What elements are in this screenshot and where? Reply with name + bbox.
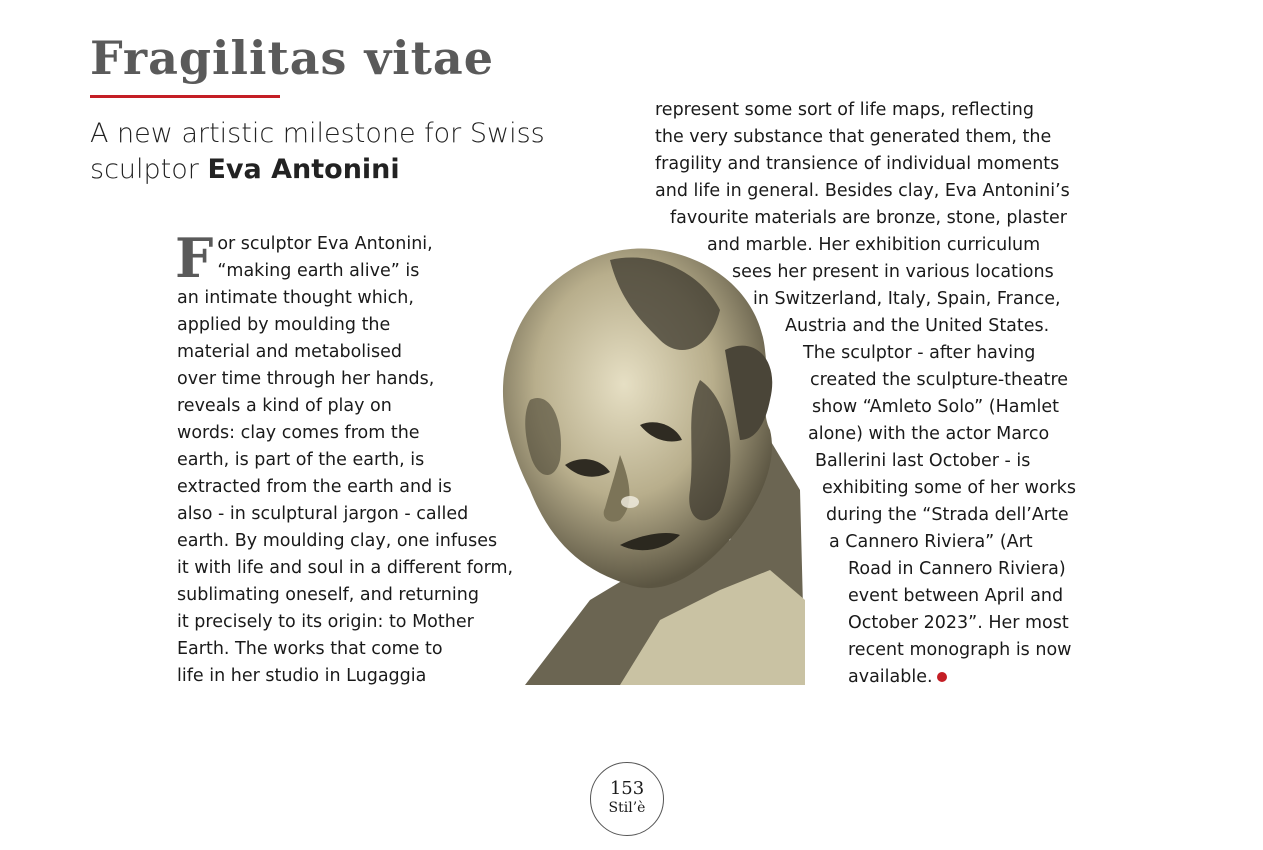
text-line: sees her present in various locations bbox=[732, 262, 1054, 282]
text-line: it precisely to its origin: to Mother bbox=[177, 612, 474, 632]
text-line: life in her studio in Lugaggia bbox=[177, 666, 427, 686]
text-line: fragility and transience of individual moments bbox=[655, 154, 1060, 174]
text-line: in Switzerland, Italy, Spain, France, bbox=[753, 289, 1061, 309]
article-body-left-column bbox=[175, 226, 522, 690]
text-line: Austria and the United States. bbox=[785, 316, 1050, 336]
text-line: during the “Strada dell’Arte bbox=[826, 505, 1069, 525]
text-line: it with life and soul in a different form, bbox=[177, 558, 514, 578]
magazine-name: Stil’è bbox=[608, 800, 646, 816]
text-line: and marble. Her exhibition curriculum bbox=[707, 235, 1041, 255]
text-line: earth. By moulding clay, one infuses bbox=[177, 531, 498, 551]
text-line: recent monograph is now bbox=[848, 640, 1072, 660]
text-line: extracted from the earth and is bbox=[177, 477, 452, 497]
text-line: reveals a kind of play on bbox=[177, 396, 392, 416]
final-text: available. bbox=[848, 667, 933, 687]
subtitle-prefix: A new artistic milestone for Swiss sculptor bbox=[90, 118, 545, 185]
text-line-last bbox=[640, 664, 1100, 691]
page-folio bbox=[590, 762, 664, 836]
text-line: October 2023”. Her most bbox=[848, 613, 1069, 633]
artist-name: Eva Antonini bbox=[207, 154, 400, 185]
text-line: over time through her hands, bbox=[177, 369, 435, 389]
text-line: “making earth alive” is bbox=[217, 261, 420, 281]
text-line: represent some sort of life maps, reflecting bbox=[655, 100, 1034, 120]
text-line: event between April and bbox=[848, 586, 1064, 606]
article-subtitle bbox=[90, 116, 610, 188]
text-line: favourite materials are bronze, stone, plaster bbox=[670, 208, 1067, 228]
text-line: and life in general. Besides clay, Eva Antonini’s bbox=[655, 181, 1070, 201]
text-line: Earth. The works that come to bbox=[177, 639, 443, 659]
text-line: exhibiting some of her works bbox=[822, 478, 1076, 498]
text-line: a Cannero Riviera” (Art bbox=[829, 532, 1033, 552]
text-line: earth, is part of the earth, is bbox=[177, 450, 425, 470]
page-number: 153 bbox=[609, 778, 645, 799]
text-line: material and metabolised bbox=[177, 342, 403, 362]
text-line: show “Amleto Solo” (Hamlet bbox=[812, 397, 1060, 417]
text-line: alone) with the actor Marco bbox=[808, 424, 1050, 444]
title-underline bbox=[90, 95, 280, 98]
text-line: Road in Cannero Riviera) bbox=[848, 559, 1066, 579]
text-line: words: clay comes from the bbox=[177, 423, 420, 443]
article-body-right-column bbox=[640, 97, 1100, 691]
end-mark-dot bbox=[937, 672, 947, 682]
text-line: created the sculpture-theatre bbox=[810, 370, 1069, 390]
text-line: sublimating oneself, and returning bbox=[177, 585, 479, 605]
article-title: Fragilitas vitae bbox=[90, 31, 494, 85]
text-line: The sculptor - after having bbox=[803, 343, 1036, 363]
text-line: or sculptor Eva Antonini, bbox=[217, 234, 433, 254]
text-line: Ballerini last October - is bbox=[815, 451, 1031, 471]
text-line: the very substance that generated them, the bbox=[655, 127, 1052, 147]
text-line: applied by moulding the bbox=[177, 315, 391, 335]
drop-cap: F bbox=[175, 226, 214, 290]
text-line: also - in sculptural jargon - called bbox=[177, 504, 469, 524]
text-line: an intimate thought which, bbox=[177, 288, 414, 308]
